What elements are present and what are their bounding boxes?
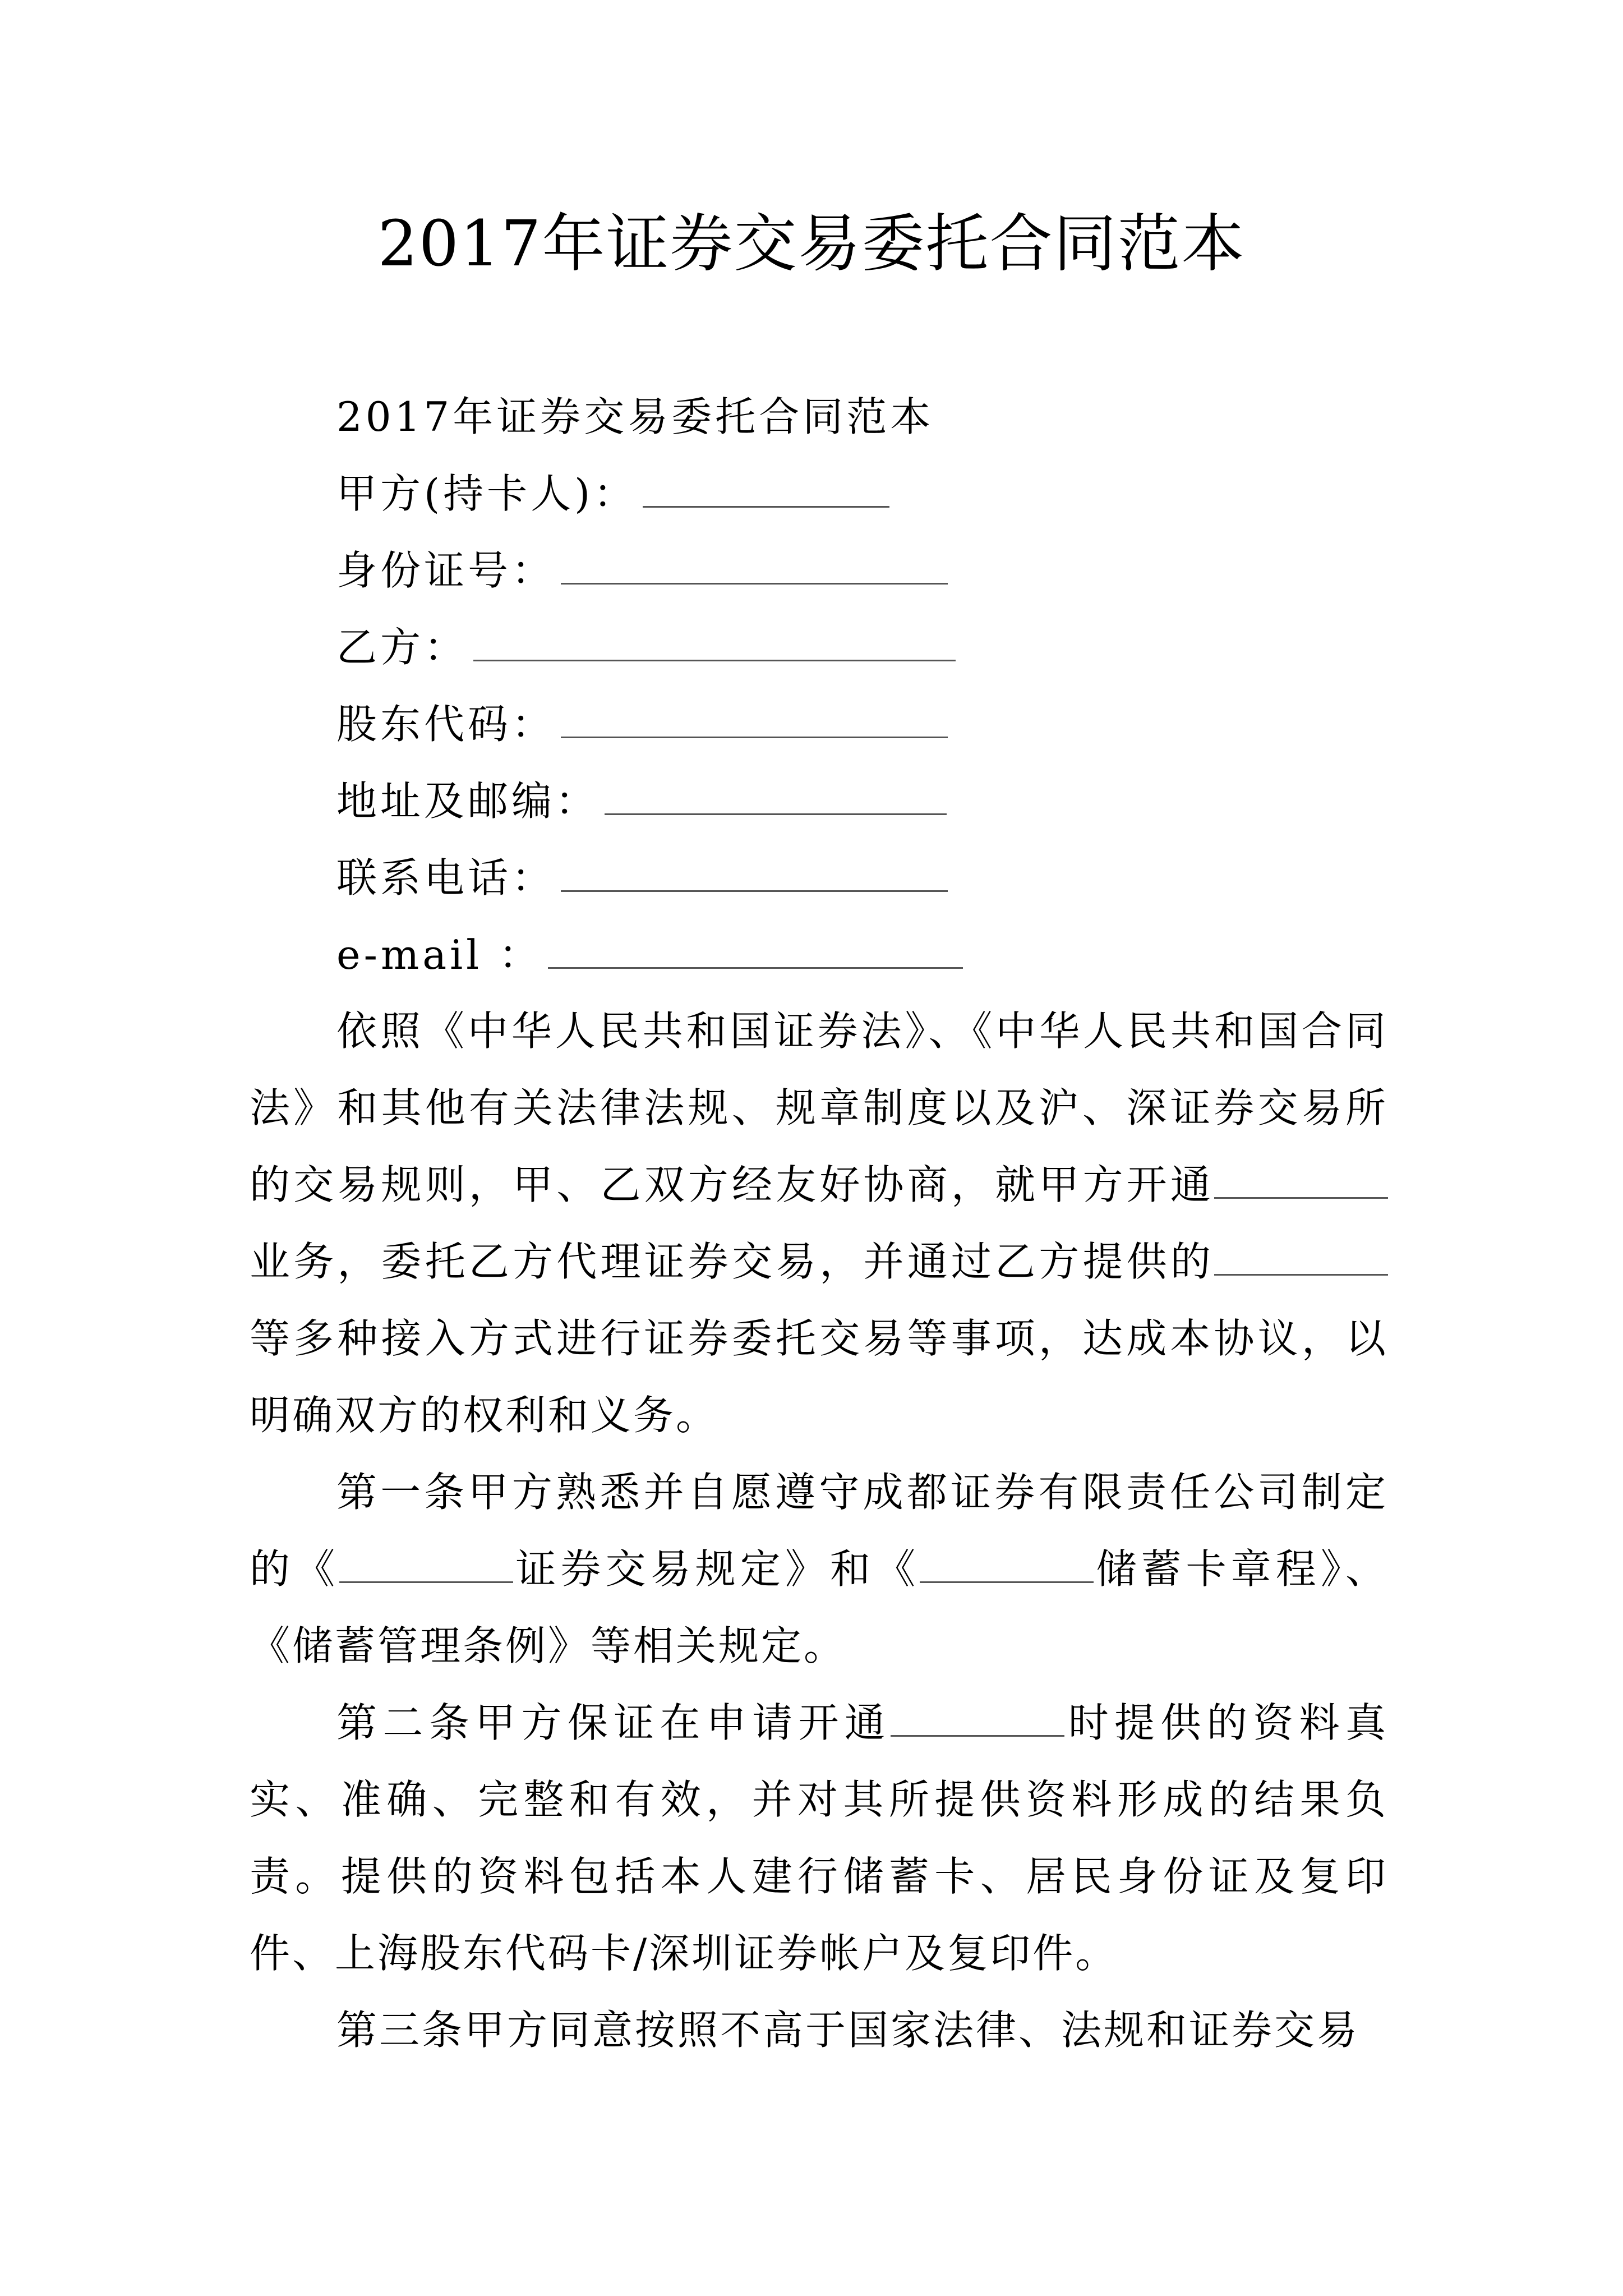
shareholder-code-blank — [561, 703, 948, 738]
party-info-fields — [336, 379, 963, 993]
party-a-field — [336, 455, 963, 532]
party-b-field — [336, 609, 963, 686]
shareholder-code-field — [336, 686, 963, 763]
article-2-blank-1 — [891, 1701, 1064, 1737]
article-1-blank-1 — [339, 1548, 513, 1583]
address-blank — [605, 780, 947, 815]
address-field — [336, 763, 963, 840]
party-a-label: 甲方(持卡人)： — [336, 470, 638, 517]
article-2-paragraph — [250, 1685, 1388, 1992]
email-label: e-mail ： — [336, 931, 543, 978]
article-1-text-2: 证券交易规定》和《 — [513, 1545, 920, 1593]
article-3-paragraph — [250, 1992, 1388, 2069]
party-a-blank — [643, 472, 889, 508]
article-1-text-3: 储蓄卡章程》、《储蓄管理条例》等相关规定。 — [250, 1545, 1388, 1669]
document-subtitle: 2017年证券交易委托合同范本 — [336, 393, 934, 440]
email-blank — [548, 933, 963, 969]
intro-text-3: 等多种接入方式进行证券委托交易等事项，达成本协议，以明确双方的权利和义务。 — [250, 1315, 1388, 1439]
party-b-blank — [473, 626, 956, 661]
phone-field — [336, 840, 963, 917]
article-3-text-1: 第三条甲方同意按照不高于国家法律、法规和证券交易 — [336, 2007, 1360, 2054]
id-number-label: 身份证号： — [336, 547, 556, 594]
shareholder-code-label: 股东代码： — [336, 701, 556, 748]
article-2-text-1: 第二条甲方保证在申请开通 — [336, 1699, 891, 1746]
intro-blank-1 — [1214, 1163, 1388, 1199]
contract-body — [250, 993, 1388, 2069]
article-1-blank-2 — [920, 1548, 1094, 1583]
intro-text-1: 依照《中华人民共和国证券法》、《中华人民共和国合同法》和其他有关法律法规、规章制度以及沪、深证券交易所的交易规则，甲、乙双方经友好协商，就甲方开通 — [250, 1007, 1388, 1208]
article-1-paragraph — [250, 1454, 1388, 1685]
phone-label: 联系电话： — [336, 854, 556, 901]
party-b-label: 乙方： — [336, 624, 468, 671]
intro-text-2: 业务，委托乙方代理证券交易，并通过乙方提供的 — [250, 1238, 1214, 1285]
email-field — [336, 917, 963, 993]
subtitle-line — [336, 379, 963, 455]
document-title: 2017年证券交易委托合同范本 — [377, 208, 1246, 280]
article-2-text-2: 时提供的资料真实、准确、完整和有效，并对其所提供资料形成的结果负责。提供的资料包括本人建行储蓄卡、居民身份证及复印件、上海股东代码卡/深圳证券帐户及复印件。 — [250, 1699, 1388, 1977]
id-number-blank — [561, 549, 948, 585]
intro-paragraph — [250, 993, 1388, 1454]
id-number-field — [336, 532, 963, 609]
intro-blank-2 — [1214, 1240, 1388, 1276]
article-1-text-1: 第一条甲方熟悉并自愿遵守成都证券有限责任公司制定的《 — [250, 1469, 1388, 1593]
address-label: 地址及邮编： — [336, 777, 600, 825]
phone-blank — [561, 857, 948, 892]
